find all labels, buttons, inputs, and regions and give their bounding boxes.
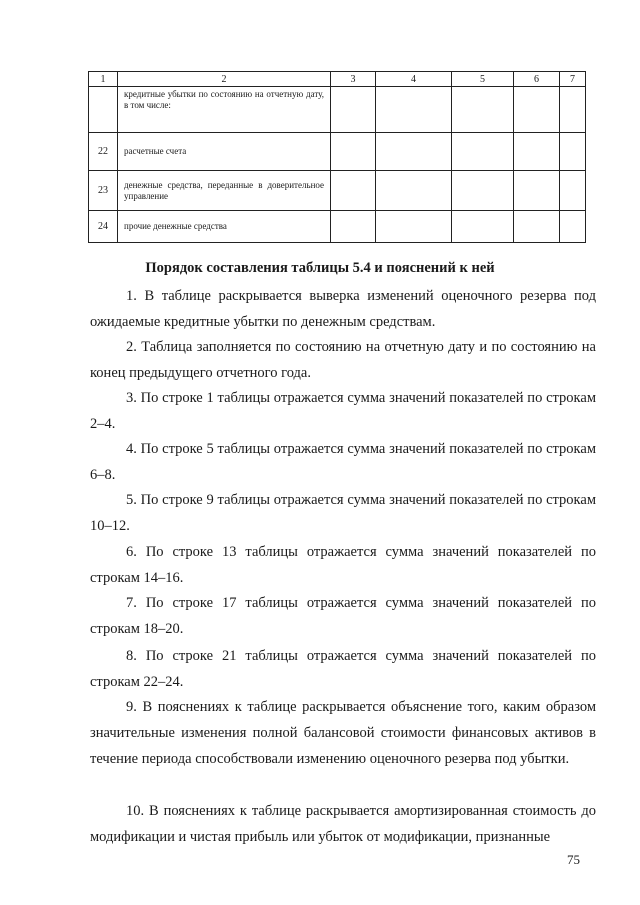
table-cell: [452, 87, 514, 133]
table-cell: [376, 171, 452, 211]
row-number: [89, 87, 118, 133]
table-cell: [376, 87, 452, 133]
indicator-table: [88, 71, 586, 243]
table-cell: [514, 171, 560, 211]
paragraph: 2. Таблица заполняется по состоянию на отчетную дату и по состоянию на конец предыдущего отчетного года.: [90, 339, 596, 381]
paragraph: 5. По строке 9 таблицы отражается сумма значений показателей по строкам 10–12.: [90, 492, 596, 534]
paragraph: 1. В таблице раскрывается выверка изменений оценочного резерва под ожидаемые кредитные убытки по денежным средствам.: [90, 288, 596, 330]
paragraph: 10. В пояснениях к таблице раскрывается амортизированная стоимость до модификации и чистая прибыль или убыток от модификации, признанные: [90, 803, 596, 845]
paragraph: 3. По строке 1 таблицы отражается сумма значений показателей по строкам 2–4.: [90, 390, 596, 432]
paragraph: 6. По строке 13 таблицы отражается сумма значений показателей по строкам 14–16.: [90, 544, 596, 586]
table-cell: [331, 171, 376, 211]
table-header-cell: 1: [89, 72, 118, 87]
row-description: денежные средства, переданные в доверительное управление: [118, 171, 331, 211]
section-title: Порядок составления таблицы 5.4 и пояснений к ней: [145, 260, 495, 276]
table-cell: [514, 87, 560, 133]
row-description: прочие денежные средства: [118, 211, 331, 243]
table-header-cell: 5: [452, 72, 514, 87]
table-header-cell: 7: [560, 72, 586, 87]
row-number: 22: [89, 133, 118, 171]
row-number: 24: [89, 211, 118, 243]
table-cell: [452, 171, 514, 211]
table-cell: [560, 211, 586, 243]
row-number: 23: [89, 171, 118, 211]
table-cell: [514, 133, 560, 171]
paragraph: 9. В пояснениях к таблице раскрывается объяснение того, каким образом значительные изменения полной балансовой стоимости финансовых активов в течение периода способствовали изменению оценочного резерва под убытки.: [90, 699, 596, 767]
table-cell: [376, 133, 452, 171]
table-header-row: [89, 72, 586, 87]
table-header-cell: 6: [514, 72, 560, 87]
paragraph: 8. По строке 21 таблицы отражается сумма значений показателей по строкам 22–24.: [90, 648, 596, 690]
table-cell: [560, 171, 586, 211]
table-cell: [452, 133, 514, 171]
table-row: [89, 87, 586, 133]
paragraph: 4. По строке 5 таблицы отражается сумма значений показателей по строкам 6–8.: [90, 441, 596, 483]
table-row: [89, 133, 586, 171]
table-cell: [331, 211, 376, 243]
page-number: 75: [567, 852, 580, 867]
table-row: [89, 171, 586, 211]
table-cell: [331, 87, 376, 133]
table-header-cell: 4: [376, 72, 452, 87]
table-cell: [331, 133, 376, 171]
table-cell: [560, 133, 586, 171]
paragraph: 7. По строке 17 таблицы отражается сумма значений показателей по строкам 18–20.: [90, 595, 596, 637]
table-header-cell: 3: [331, 72, 376, 87]
table-cell: [560, 87, 586, 133]
table-row: [89, 211, 586, 243]
row-description: кредитные убытки по состоянию на отчетную дату, в том числе:: [118, 87, 331, 133]
table-header-cell: 2: [118, 72, 331, 87]
table-cell: [514, 211, 560, 243]
table-cell: [376, 211, 452, 243]
table-cell: [452, 211, 514, 243]
row-description: расчетные счета: [118, 133, 331, 171]
